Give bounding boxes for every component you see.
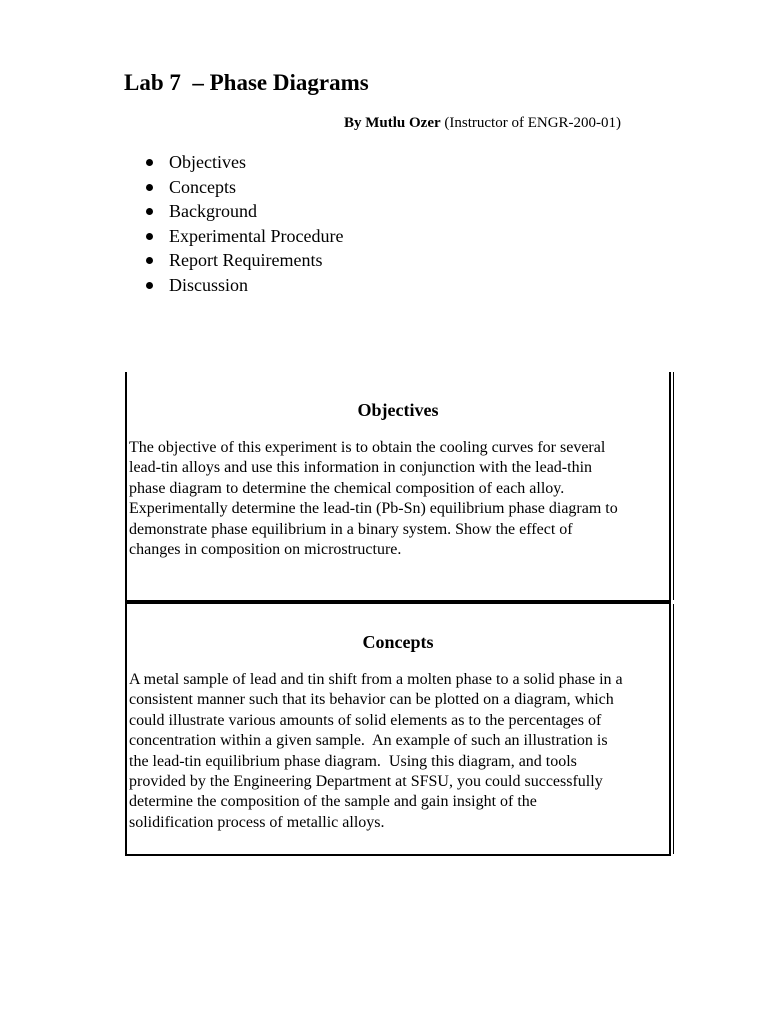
toc-item-label: Concepts	[169, 176, 236, 197]
toc-item-label: Discussion	[169, 274, 249, 295]
table-of-contents	[146, 150, 343, 297]
toc-item-label: Objectives	[169, 152, 246, 172]
bullet-icon	[146, 184, 153, 191]
toc-item-objectives[interactable]	[146, 150, 343, 175]
toc-item-label: Experimental Procedure	[169, 225, 344, 246]
toc-item-background[interactable]	[146, 199, 343, 224]
bullet-icon	[146, 233, 153, 240]
byline-author: By Mutlu Ozer	[344, 115, 441, 131]
toc-item-concepts[interactable]	[146, 175, 343, 200]
concepts-body: A metal sample of lead and tin shift from a molten phase to a solid phase in a consistent manner such that its behavior can be plotted on a diagram, which could illustrate various amounts of solid elements as to the percentages of concentration within a given sample. An example of such an illustration is the lead-tin equilibrium phase diagram. Using this diagram, and tools provided by the Engineering Department at SFSU, you could successfully determine the composition of the sample and gain insight of the solidification process of metallic alloys.	[129, 671, 623, 831]
toc-item-label: Background	[169, 201, 257, 221]
toc-item-report-requirements[interactable]	[146, 248, 343, 273]
bullet-icon	[146, 282, 153, 289]
objectives-body: The objective of this experiment is to obtain the cooling curves for several lead-tin alloys and use this information in conjunction with the lead-thin phase diagram to determine the chemical composition of each alloy. Experimentally determine the lead-tin (Pb-Sn) equilibrium phase diagram to demonstrate phase equilibrium in a binary system. Show the effect of changes in composition on microstructure.	[129, 439, 618, 559]
objectives-section	[125, 372, 671, 602]
byline-role: (Instructor of ENGR-200-01)	[440, 115, 622, 131]
objectives-heading: Objectives	[357, 400, 439, 420]
toc-item-label: Report Requirements	[169, 250, 323, 270]
page-title: Lab 7 – Phase Diagrams	[124, 70, 369, 95]
bullet-icon	[146, 159, 153, 166]
byline	[344, 113, 621, 133]
bullet-icon	[146, 257, 153, 264]
toc-item-experimental-procedure[interactable]	[146, 224, 343, 249]
bullet-icon	[146, 208, 153, 215]
concepts-section	[125, 602, 671, 856]
concepts-heading: Concepts	[362, 632, 434, 652]
toc-item-discussion[interactable]	[146, 273, 343, 298]
